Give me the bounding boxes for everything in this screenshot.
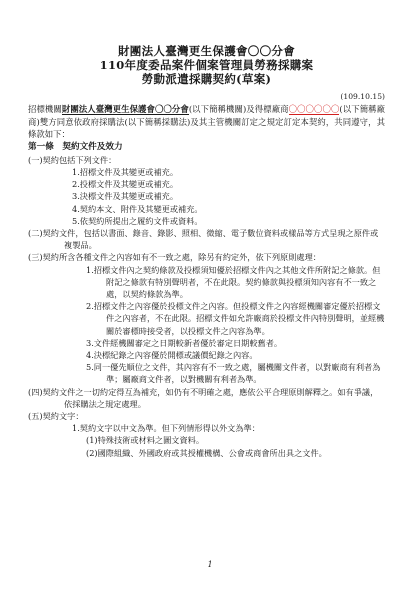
- clause-item: 1.招標文件內之契約條款及投標須知優於招標文件內之其他文件所附記之條款。但附記之條款有特別聲明者，不在此限。契約條款與投標須知內容有不一致之處，以契約條款為準。: [86, 264, 381, 300]
- clause-item: (四)契約文件之一切約定得互為補充，如仍有不明確之處，應依公平合理原則解釋之。如有爭議，依採購法之規定處理。: [28, 386, 379, 409]
- title-line-2: 110年度委品案件個案管理員勞務採購案: [99, 58, 314, 72]
- clause-item: (2)國際組織、外國政府或其授權機構、公會或商會所出具之文件。: [86, 447, 327, 458]
- clause-list: [28, 154, 385, 459]
- agency-name: 財團法人臺灣更生保護會〇〇分會: [61, 104, 189, 114]
- clause-item: 3.文件經機關審定之日期較新者優於審定日期較舊者。: [86, 337, 283, 348]
- intro-rest: (以下簡稱廠商)雙方同意依政府採購法(以下簡稱採購法)及其主管機關訂定之規定訂定本契約，共同遵守，其條款如下：: [28, 104, 385, 140]
- title-line-1: 財團法人臺灣更生保護會〇〇分會: [118, 44, 295, 58]
- clause-item: 4.契約本文、附件及其變更或補充。: [72, 203, 203, 214]
- clause-item: 2.投標文件及其變更或補充。: [72, 179, 179, 190]
- clause-item: (五)契約文字：: [28, 411, 84, 422]
- clause-item: (1)特殊技術或材料之圖文資料。: [86, 435, 205, 446]
- revision-date: (109.10.15): [340, 92, 385, 101]
- clause-item: 5.依契約所提出之履約文件或資料。: [72, 215, 203, 226]
- clause-item: 1.招標文件及其變更或補充。: [72, 166, 179, 177]
- clause-item: (一)契約包括下列文件：: [28, 154, 117, 165]
- clause-item: 4.決標紀錄之內容優於開標或議價紀錄之內容。: [86, 350, 258, 361]
- clause-item: (三)契約所含各種文件之內容如有不一致之處，除另有約定外，依下列原則處理：: [28, 252, 321, 263]
- title-line-3: 勞動派遣採購契約(草案): [141, 72, 272, 86]
- intro-prefix: 招標機關: [28, 104, 62, 114]
- clause-item: 5.同一優先順位之文件，其內容有不一致之處，屬機關文件者，以對廠商有利者為準；屬廠商文件者，以對機關有利者為準。: [86, 362, 381, 385]
- page-number: 1: [207, 560, 213, 569]
- intro-paragraph: [28, 103, 385, 141]
- clause-item: 2.招標文件之內容優於投標文件之內容。但投標文件之內容經機關審定優於招標文件之內容者，不在此限。招標文件如允許廠商於投標文件內特別聲明，並經機關於審標時接受者，以投標文件之內容為準。: [86, 301, 385, 336]
- clause-item: 1.契約文字以中文為準。但下列情形得以外文為準：: [72, 423, 260, 434]
- section-heading: 第一條 契約文件及效力: [28, 141, 123, 152]
- intro-mid: (以下簡稱機關)及得標廠商: [188, 104, 289, 114]
- clause-item: (二)契約文件，包括以書面、錄音、錄影、照相、微縮、電子數位資料或樣品等方式呈現之原件或複製品。: [28, 228, 379, 251]
- vendor-name: 〇〇〇〇〇〇: [288, 104, 340, 114]
- clause-item: 3.決標文件及其變更或補充。: [72, 191, 179, 202]
